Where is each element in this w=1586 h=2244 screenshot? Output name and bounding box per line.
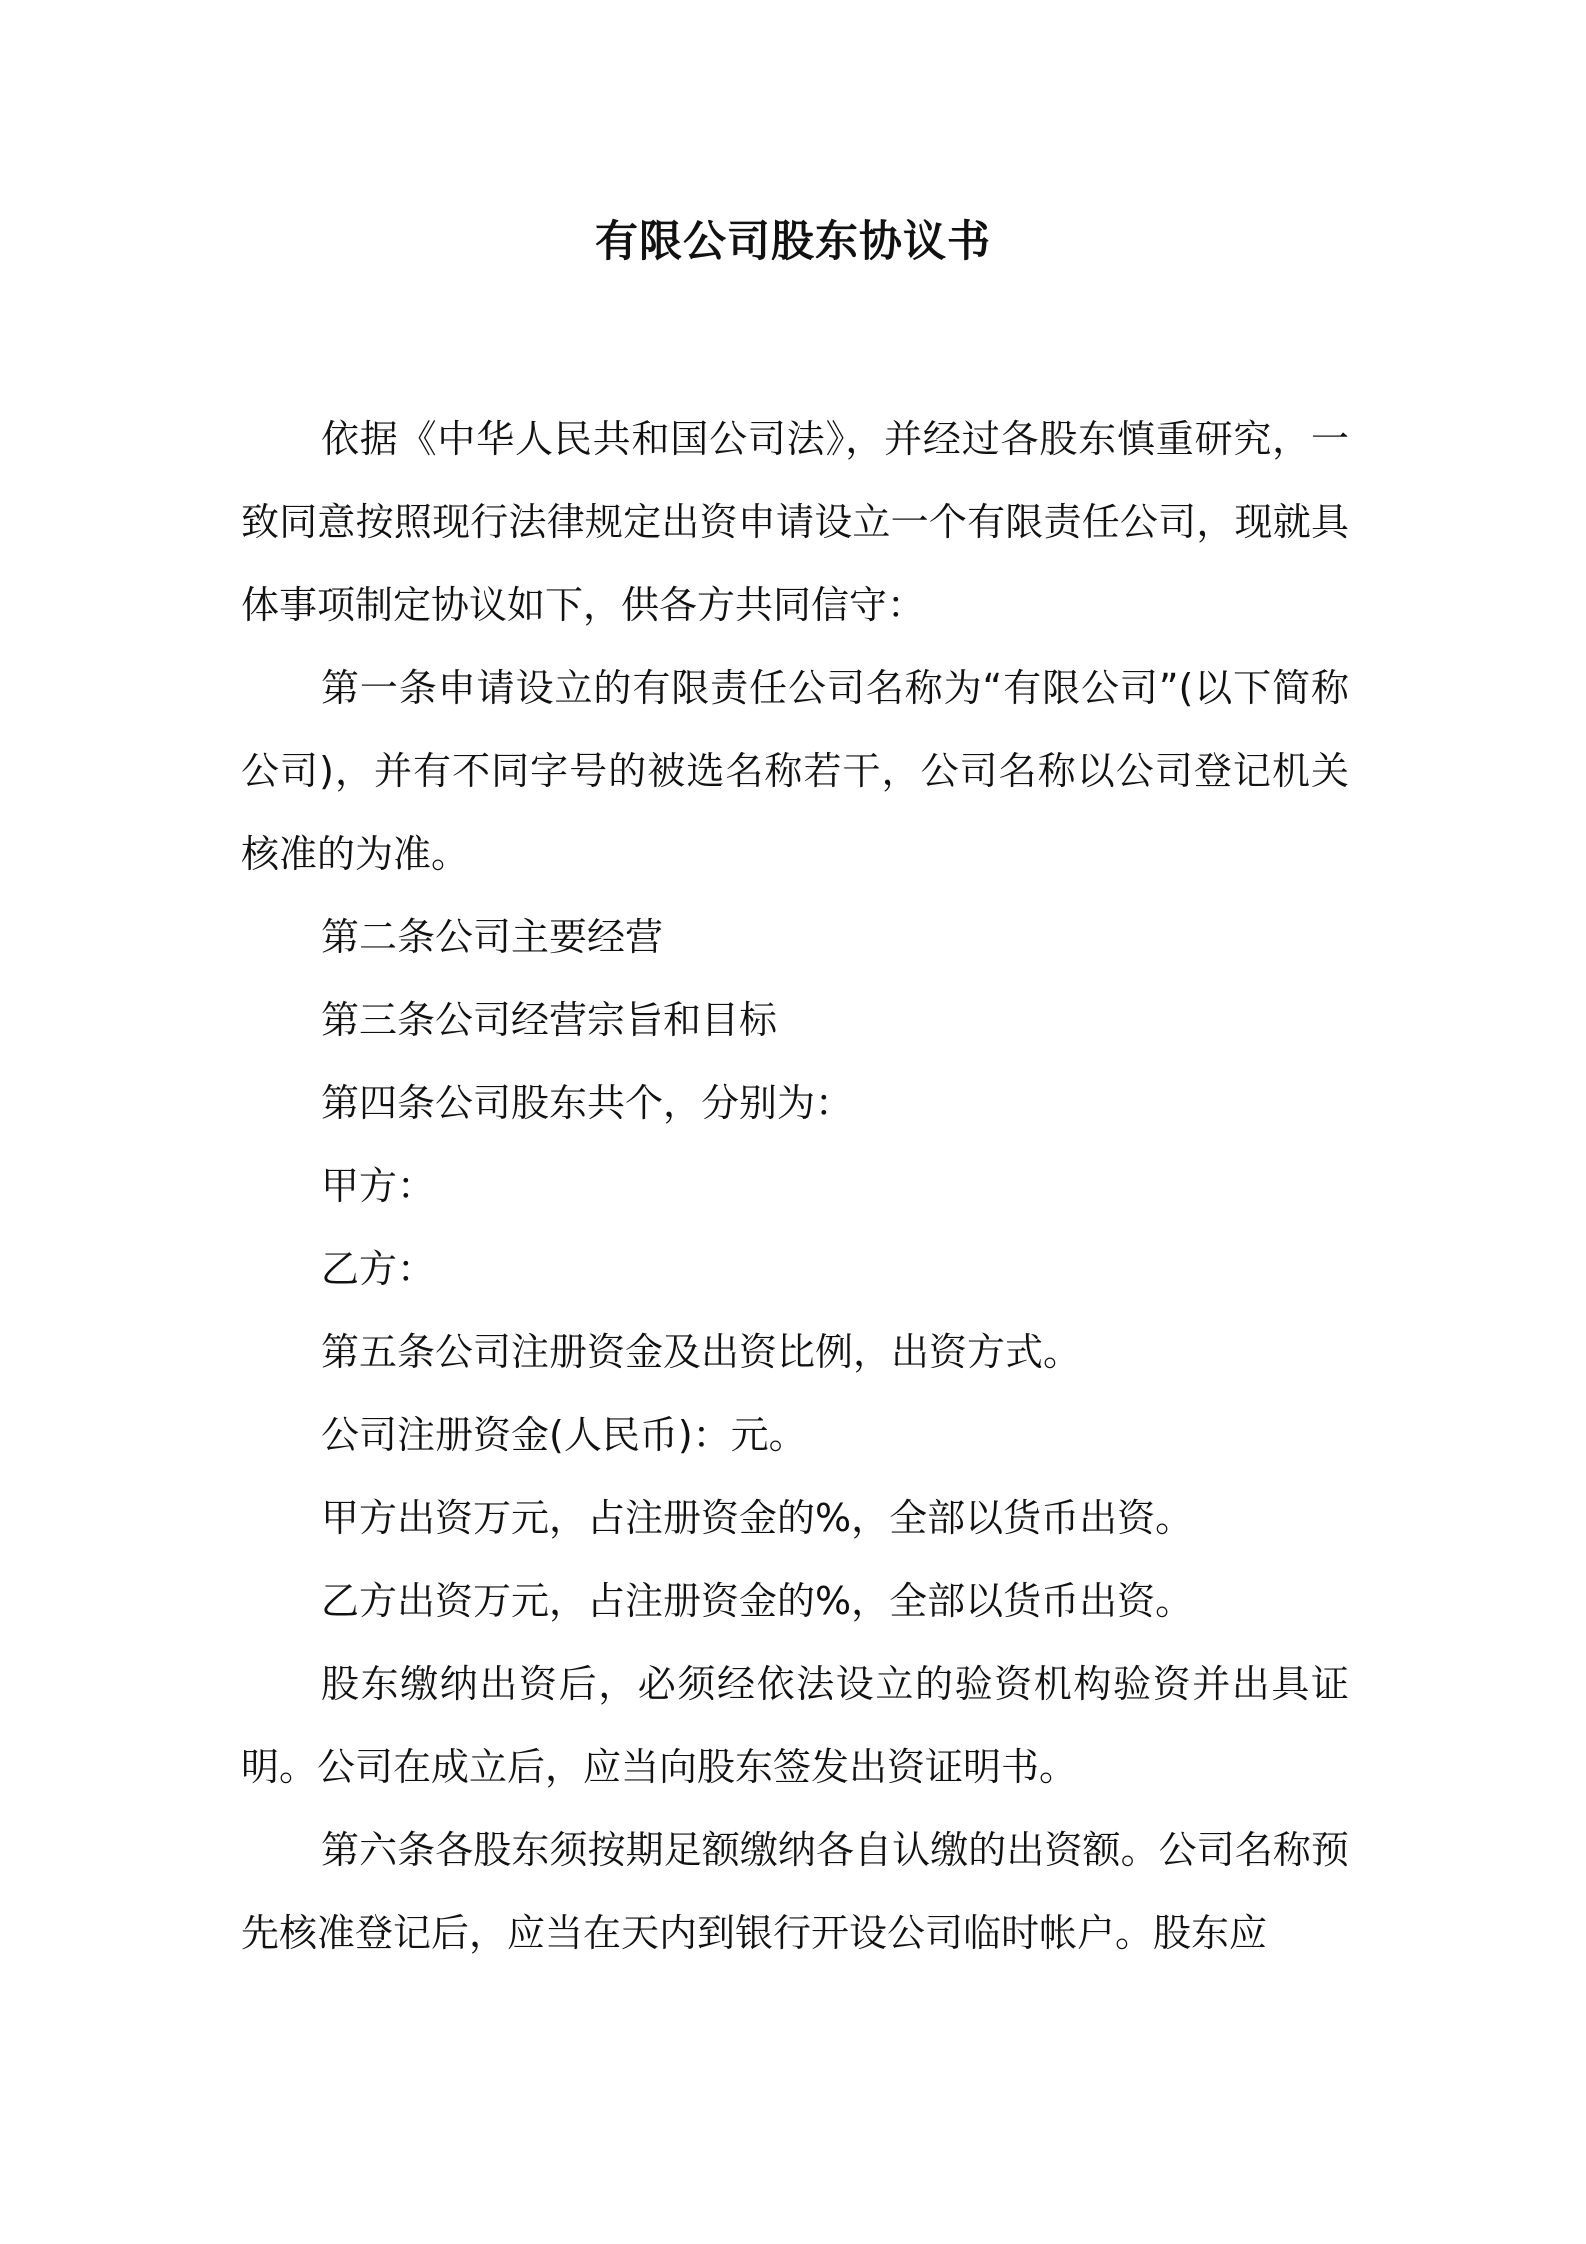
document-body [241, 398, 1349, 1975]
document-title: 有限公司股东协议书 [595, 217, 991, 267]
paragraph-article-5: 第五条公司注册资金及出资比例，出资方式。 [321, 1330, 1082, 1374]
paragraph-party-b: 乙方： [321, 1247, 436, 1291]
paragraph-article-2: 第二条公司主要经营 [321, 915, 664, 959]
paragraph-party-a-contribution: 甲方出资万元，占注册资金的%，全部以货币出资。 [321, 1496, 1194, 1540]
paragraph-party-a: 甲方： [321, 1164, 436, 1208]
paragraph-article-3: 第三条公司经营宗旨和目标 [321, 998, 778, 1042]
paragraph-article-1: 第一条申请设立的有限责任公司名称为“有限公司”(以下简称公司)，并有不同字号的被选名称若干，公司名称以公司登记机关核准的为准。 [241, 666, 1349, 876]
paragraph-capital-verification: 股东缴纳出资后，必须经依法设立的验资机构验资并出具证明。公司在成立后，应当向股东签发出资证明书。 [241, 1662, 1349, 1789]
paragraph-article-6: 第六条各股东须按期足额缴纳各自认缴的出资额。公司名称预先核准登记后，应当在天内到银行开设公司临时帐户。股东应 [241, 1828, 1349, 1955]
paragraph-registered-capital: 公司注册资金(人民币)：元。 [321, 1413, 807, 1457]
paragraph-article-4: 第四条公司股东共个，分别为： [321, 1081, 854, 1125]
paragraph-preamble: 依据《中华人民共和国公司法》，并经过各股东慎重研究，一致同意按照现行法律规定出资申请设立一个有限责任公司，现就具体事项制定协议如下，供各方共同信守： [241, 417, 1349, 627]
paragraph-party-b-contribution: 乙方出资万元，占注册资金的%，全部以货币出资。 [321, 1579, 1194, 1623]
